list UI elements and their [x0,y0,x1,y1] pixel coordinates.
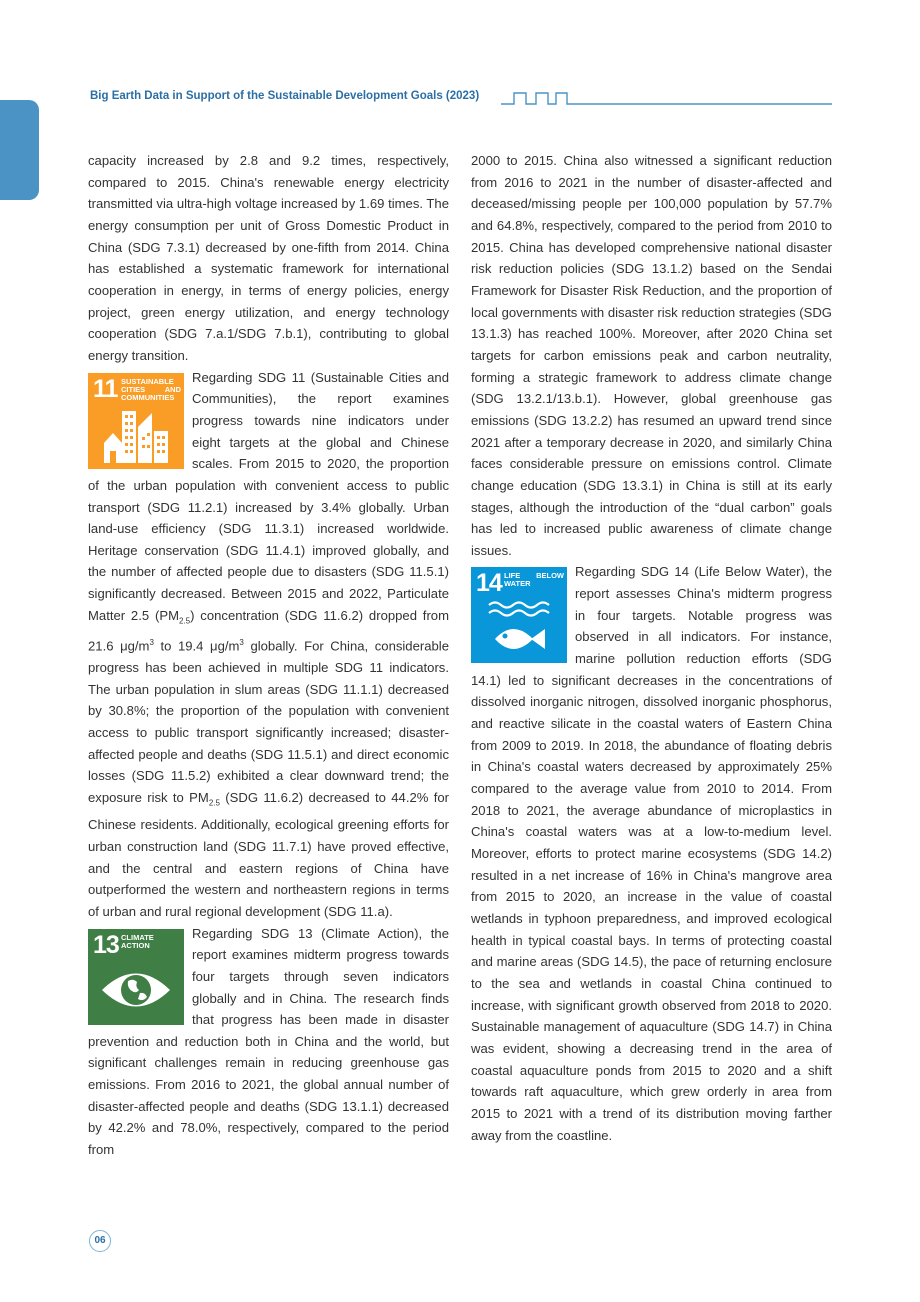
left-column [88,150,449,1161]
paragraph-sdg11: Regarding SDG 11 (Sustainable Cities and Communities), the report examines progress towards nine indicators under eight targets at the global and Chinese scales. From 2015 to 2020, the proportion of the urban population with convenient access to public transport (SDG 11.2.1) increased by 3.4% globally. Urban land-use efficiency (SDG 11.3.1) increased worldwide. Heritage conservation (SDG 11.4.1) improved globally, and the number of affected people due to disasters (SDG 11.5.1) significantly decreased. Between 2015 and 2022, Particulate Matter 2.5 $(PM_{2.5})$ concentration (SDG 11.6.2) dropped from 21.6 $\mu g/m^3$ to 19.4 $\mu g/m^3$ globally. For China, considerable progress has been achieved in multiple SDG 11 indicators. The urban population in slum areas (SDG 11.1.1) decreased by 30.8%; the proportion of the population with convenient access to public transport significantly increased; disaster-affected people and deaths (SDG 11.5.1) and direct economic losses (SDG 11.5.2) exhibited a clear downward trend; the exposure risk to $PM_{2.5}$ (SDG 11.6.2) decreased to 44.2% for Chinese residents. Additionally, ecological greening efforts for urban construction land (SDG 11.7.1) have proved effective, and the central and eastern regions of China have outperformed the western and northeastern regions in terms of urban and rural regional development (SDG 11.a). [88,369,450,919]
paragraph-energy: capacity increased by 2.8 and 9.2 times, respectively, compared to 2015. China's renewable energy electricity transmitted via ultra-high voltage increased by 1.69 times. The energy consumption per unit of Gross Domestic Product in China (SDG 7.3.1) decreased by one-fifth from 2014. China has established a systematic framework for international cooperation in energy, in terms of energy policies, energy project, green energy utilization, and energy technology cooperation (SDG 7.a.1/SDG 7.b.1), contributing to global energy transition. [88,153,449,363]
sdg14-number: 14 [476,569,502,598]
sdg14-title: LIFE BELOW WATER [504,571,564,589]
paragraph-sdg14: Regarding SDG 14 (Life Below Water), the report assesses China's midterm progress in four targets. Notable progress was observed in all indicators. For instance, marine pollution reduction efforts (SDG 14.1) led to significant decreases in the concentrations of dissolved inorganic nitrogen, dissolved inorganic phosphorus, and reactive silicate in the coastal waters of Eastern China from 2009 to 2019. In 2018, the abundance of floating debris in China's coastal waters decreased by approximately 25% compared to the average value from 2010 to 2014. From 2018 to 2021, the average abundance of microplastics in China's coastal waters was at a low-to-medium level. Moreover, efforts to protect marine ecosystems (SDG 14.2) resulted in a net increase of 16% in China's mangrove area from 2015 to 2020, an increase in the value of coastal wetlands in typhoon preparedness, and improved ecological health in typical coastal bays. In terms of protecting coastal and marine areas (SDG 14.5), the pace of returning enclosure to the sea and wetlands in coastal China continued to increase, with significant growth observed from 2018 to 2020. Sustainable management of aquaculture (SDG 14.7) in China was evident, showing a decreasing trend in the area of coastal aquaculture ponds from 2015 to 2020 and a shift towards raft aquaculture, which grew orderly in area from 2015 to 2021 with a trend of its distribution moving farther away from the coastline. [471,564,832,1143]
paragraph-sdg13: Regarding SDG 13 (Climate Action), the report examines midterm progress towards four targets through seven indicators globally and in China. The research finds that progress has been made in disaster prevention and reduction both in China and the world, but significant challenges remain in reducing greenhouse gas emissions. From 2016 to 2021, the global annual number of disaster-affected people and deaths (SDG 13.1.1) decreased by 42.2% and 78.0%, respectively, compared to the period from [88,925,449,1158]
fish-waves-icon [485,599,553,659]
side-tab [0,100,39,200]
sdg14-badge [471,567,567,663]
sdg11-title: SUSTAINABLE CITIES AND COMMUNITIES [121,376,181,402]
city-buildings-icon [102,403,170,465]
sdg11-badge [88,373,184,469]
right-column [471,150,832,1146]
sdg13-title: CLIMATE ACTION [121,932,154,950]
sdg13-badge [88,929,184,1025]
header-decoration [498,88,834,108]
paragraph-sdg13-continued: 2000 to 2015. China also witnessed a significant reduction from 2016 to 2021 in the number of disaster-affected and deceased/missing people per 100,000 population by 57.7% and 64.8%, respectively, compared to the period from 2010 to 2015. China has developed comprehensive national disaster risk reduction policies (SDG 13.1.2) based on the Sendai Framework for Disaster Risk Reduction, and the proportion of local governments with disaster risk reduction strategies (SDG 13.1.3) has reached 100%. Moreover, after 2020 China set targets for carbon emissions peak and carbon neutrality, forming a strategic framework to address climate change (SDG 13.2.1/13.b.1). However, global greenhouse gas emissions (SDG 13.2.2) has resumed an upward trend since 2021 after a temporary decrease in 2020, and similarly China faces considerable pressure on emissions control. Climate change education (SDG 13.3.1) in China is still at its early stages, although the introduction of the “dual carbon” goals has led to increased public awareness of climate change issues. [471,153,832,558]
page-number: 06 [89,1230,111,1252]
earth-eye-icon [98,965,174,1015]
sdg13-number: 13 [93,930,119,959]
sdg11-number: 11 [93,374,118,403]
page-header-title: Big Earth Data in Support of the Sustainable Development Goals (2023) [90,90,480,102]
